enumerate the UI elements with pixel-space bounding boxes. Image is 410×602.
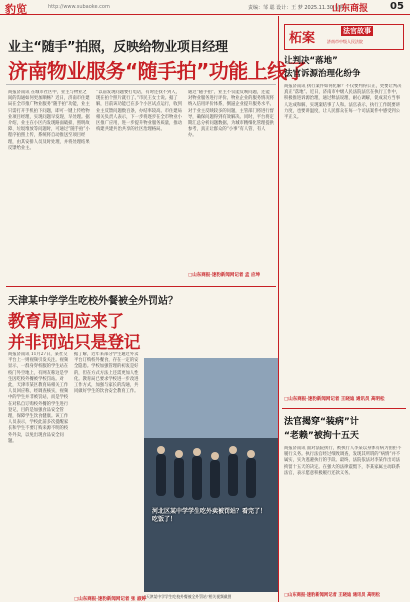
story1-column-3: 通过“随手拍”，业主不仅能反映问题，还能对物业服务进行评价。物业企业的服务情况将纳入信用评价体系，倒逼企业提升服务水平。对于业主反映较多的问题，主管部门将进行督导，确保问题得到有效解决。同时，平台将定期汇总分析问题数据，为城市精细化管理提供参考，真正让群众的“小事”有人管、有人办。 <box>188 90 274 139</box>
logo-tag: 法官故事 <box>343 27 371 35</box>
story1-byline: □山东商报·速豹新闻网记者 孟 应坤 <box>188 273 260 278</box>
page-number: 05 <box>390 1 404 12</box>
story2-column-1: 商报济南讯 11月27日，某社交平台上一则视频引发关注。视频显示，一群身穿校服的学生站在校门外空地上，有网友称这是学生因吃校外餐被学校罚站。对此，天津市某区教育局相关工作人员回应称，经调查核实，视频中的学生并非被罚站，而是学校在对私自订购校外餐的学生进行登记，目的是加强食品安全管理，保障学生饮食健康。该工作人员表示，学校此前多次提醒家长和学生不要订购来源不明的校外外卖，以免出现食品安全问题。 <box>8 352 69 444</box>
photo-caption: “天津某中学学生吃校外餐被全外罚站”相关视频截图 <box>144 594 232 599</box>
section-divider <box>6 286 276 287</box>
story2-kicker: 天津某中学学生吃校外餐被全外罚站？ <box>8 296 178 307</box>
right-story2-byline: □山东商报·速豹新闻网记者 王晓迪 通讯员 高明松 <box>284 593 380 598</box>
story2-column-2: 据了解，近年来部分学生通过外卖平台订购校外餐食，存在一定的安全隐患。学校加强管理的初衷是好的，但在方式方法上还需更加人性化。教育局已要求学校进一步改进工作方式，加强与家长的沟通，共同做好学生的饮食安全教育工作。 <box>74 352 139 395</box>
site-url: http://www.subaoke.com <box>48 4 110 10</box>
right-story1-body: 商报济南讯 执行案件如何化解？不仅要判得公正，更要让判决真正“落地”。近日，济南市中级人民法院法官在执行工作中，积极推进诉源治理，通过释法说理、耐心调解，促成双方当事人达成和解，实现案结事了人和。法官表示，执行工作既要讲力度，也要讲温度，让人民群众在每一个司法案件中感受到公平正义。 <box>284 84 402 121</box>
story1-kicker: 业主“随手”拍照，反映给物业项目经理 <box>8 40 228 55</box>
right-story1-title-line1: 让判决“落地” <box>284 56 338 66</box>
right-story2-title-line1: 法官揭穿“装病”计 <box>284 417 359 427</box>
photo-overlay-text: 河北区某中学学生吃外卖被罚站？看完了！吃饭了！ <box>152 508 267 523</box>
newspaper-name: 山东商报 <box>332 4 369 14</box>
story2-byline: □山东商报·速豹新闻网记者 张 淑婷 <box>74 597 146 602</box>
column-logo <box>284 24 404 50</box>
news-photo <box>144 358 278 592</box>
logo-main-text: 柘案 <box>289 31 316 46</box>
right-story1-byline: □山东商报·速豹新闻网记者 王晓迪 通讯员 高明松 <box>284 397 385 402</box>
right-story1-title-line2: 法官诉源治理化纷争 <box>284 69 361 79</box>
brand-label: 豹览 <box>5 3 27 16</box>
story1-column-2: “以前发现问题要打电话，有时还找不到人，现在拍个照片就行了。”市民王女士说。据了解，目前该功能已在多个小区试点运行，收到业主反馈问题数百条，办结率较高。市住建局相关负责人表示，下一步将逐步在全市物业小区推广应用，进一步提升物业服务质量，推动构建共建共治共享的社区治理格局。 <box>96 90 182 133</box>
column-divider <box>278 16 279 602</box>
story2-headline-line2: 并非罚站只是登记 <box>8 333 140 353</box>
logo-subtitle: 济南市中级人民法院 <box>327 39 363 44</box>
photo-scene <box>144 358 278 592</box>
page-header <box>0 0 410 15</box>
story1-divider <box>6 84 276 85</box>
right-divider <box>282 408 406 409</box>
right-story2-body: 商报济南讯 面对法院执行，被执行人李某以身体有病为由拒不履行义务。执行法官经过细致调查，发现其所谓的“病情”并不属实，实为逃避执行的手段。最终，法院依法对李某作出司法拘留十五天的决定。在强大的法律震慑下，李某家属主动联系法官，表示愿意积极履行还款义务。 <box>284 446 402 476</box>
story2-headline-line1: 教育局回应来了 <box>8 312 124 332</box>
right-story2-title-line2: “老赖”被拘十五天 <box>284 431 359 441</box>
story1-column-1: 商报济南讯 在城市社区中，业主与物业之间的沟通如何更加顺畅？近日，济南市住建局在全市推广物业服务“随手拍”功能，业主只需打开手机拍下问题，即可一键上传给物业项目经理，实现问题早发现、早处理。据介绍，业主在小区内发现路面破损、照明故障、垃圾堆放等问题时，可通过“随手拍”小程序拍照上传，系统将自动推送至项目经理，由其安排人员及时处理，并将处理结果反馈给业主。 <box>8 90 90 151</box>
editor-date-line: 责编：邹 聪 设计：王 梦 2025.11.30 星期日 <box>248 5 350 11</box>
story1-headline: 济南物业服务“随手拍”功能上线了 <box>8 59 307 83</box>
